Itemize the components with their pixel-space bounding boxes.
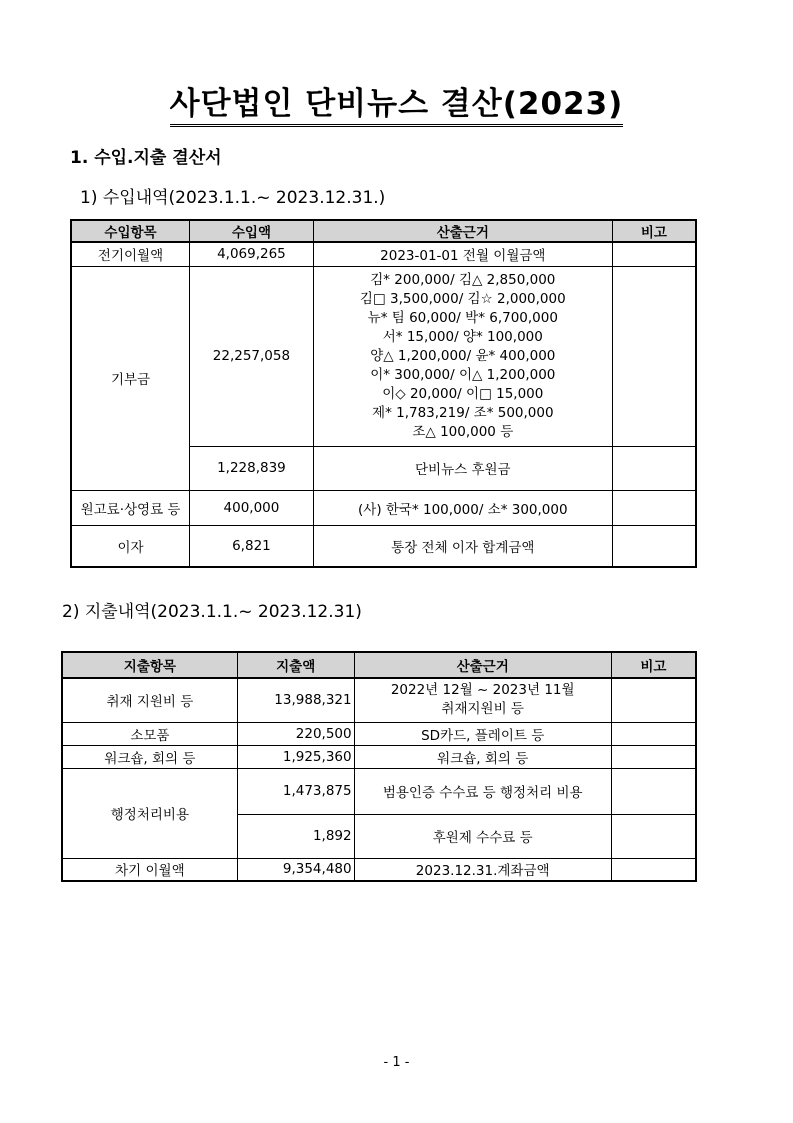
income-header-note: 비고	[612, 220, 696, 242]
table-row	[71, 266, 696, 446]
table-row	[71, 242, 696, 266]
basis-line: 2022년 12월 ~ 2023년 11월	[390, 682, 575, 699]
cell-amount: 1,473,875	[237, 768, 354, 814]
donor-line: 이◇ 20,000/ 이□ 15,000	[382, 385, 544, 402]
cell-amount: 4,069,265	[190, 242, 314, 266]
section-heading: 1. 수입.지출 결산서	[70, 148, 222, 168]
expense-header-amount: 지출액	[237, 652, 354, 678]
cell-item: 원고료·상영료 등	[71, 490, 190, 525]
income-header-item: 수입항목	[71, 220, 190, 242]
cell-item: 차기 이월액	[62, 858, 237, 881]
cell-basis: 후원제 수수료 등	[354, 814, 611, 858]
expense-heading: 2) 지출내역(2023.1.1.~ 2023.12.31)	[62, 602, 362, 622]
cell-amount: 6,821	[190, 525, 314, 567]
cell-note	[611, 722, 696, 745]
expense-header-basis: 산출근거	[354, 652, 611, 678]
table-row	[62, 722, 696, 745]
cell-basis: 2023.12.31.계좌금액	[354, 858, 611, 881]
cell-note	[611, 745, 696, 768]
table-row	[71, 490, 696, 525]
cell-item: 행정처리비용	[62, 768, 237, 858]
donor-line: 조△ 100,000 등	[412, 423, 514, 440]
expense-header-note: 비고	[611, 652, 696, 678]
document-title	[0, 78, 793, 123]
cell-note	[611, 678, 696, 722]
income-header-basis: 산출근거	[313, 220, 612, 242]
donor-line: 양△ 1,200,000/ 윤* 400,000	[370, 347, 556, 364]
donor-line: 뉴* 팀 60,000/ 박* 6,700,000	[367, 309, 558, 326]
table-row	[62, 858, 696, 881]
cell-basis: 범용인증 수수료 등 행정처리 비용	[354, 768, 611, 814]
cell-item: 소모품	[62, 722, 237, 745]
cell-basis: 2023-01-01 전월 이월금액	[313, 242, 612, 266]
cell-amount: 13,988,321	[237, 678, 354, 722]
expense-header-item: 지출항목	[62, 652, 237, 678]
table-row	[62, 678, 696, 722]
cell-basis: 통장 전체 이자 합계금액	[313, 525, 612, 567]
cell-item: 취재 지원비 등	[62, 678, 237, 722]
donor-line: 제* 1,783,219/ 조* 500,000	[372, 404, 554, 421]
cell-amount: 220,500	[237, 722, 354, 745]
cell-note	[611, 858, 696, 881]
cell-note	[612, 525, 696, 567]
cell-item: 전기이월액	[71, 242, 190, 266]
cell-amount: 9,354,480	[237, 858, 354, 881]
cell-amount: 1,892	[237, 814, 354, 858]
cell-note	[612, 446, 696, 490]
income-header-row	[71, 220, 696, 242]
income-header-amount: 수입액	[190, 220, 314, 242]
cell-note	[611, 814, 696, 858]
cell-item: 기부금	[71, 266, 190, 490]
donor-line: 이* 300,000/ 이△ 1,200,000	[370, 366, 556, 383]
cell-amount: 22,257,058	[190, 266, 314, 446]
document-title-text: 사단법인 단비뉴스 결산(2023)	[170, 86, 624, 127]
cell-amount: 1,228,839	[190, 446, 314, 490]
table-row	[71, 525, 696, 567]
cell-basis: 단비뉴스 후원금	[313, 446, 612, 490]
cell-basis: SD카드, 플레이트 등	[354, 722, 611, 745]
income-table	[70, 219, 697, 568]
basis-line: 취재지원비 등	[441, 701, 524, 718]
cell-note	[612, 266, 696, 446]
cell-basis: (사) 한국* 100,000/ 소* 300,000	[313, 490, 612, 525]
income-heading: 1) 수입내역(2023.1.1.~ 2023.12.31.)	[80, 188, 386, 208]
donor-line: 서* 15,000/ 양* 100,000	[382, 328, 543, 345]
cell-basis	[354, 678, 611, 722]
cell-basis-donors	[313, 266, 612, 446]
table-row	[62, 745, 696, 768]
cell-amount: 400,000	[190, 490, 314, 525]
cell-note	[612, 490, 696, 525]
table-row	[62, 768, 696, 814]
cell-item: 워크숍, 회의 등	[62, 745, 237, 768]
donor-line: 김* 200,000/ 김△ 2,850,000	[370, 271, 556, 288]
expense-header-row	[62, 652, 696, 678]
cell-amount: 1,925,360	[237, 745, 354, 768]
cell-item: 이자	[71, 525, 190, 567]
cell-note	[611, 768, 696, 814]
cell-note	[612, 242, 696, 266]
donor-line: 김□ 3,500,000/ 김☆ 2,000,000	[359, 290, 566, 307]
cell-basis: 워크숍, 회의 등	[354, 745, 611, 768]
expense-table	[61, 651, 697, 882]
page-number: - 1 -	[383, 1055, 410, 1070]
